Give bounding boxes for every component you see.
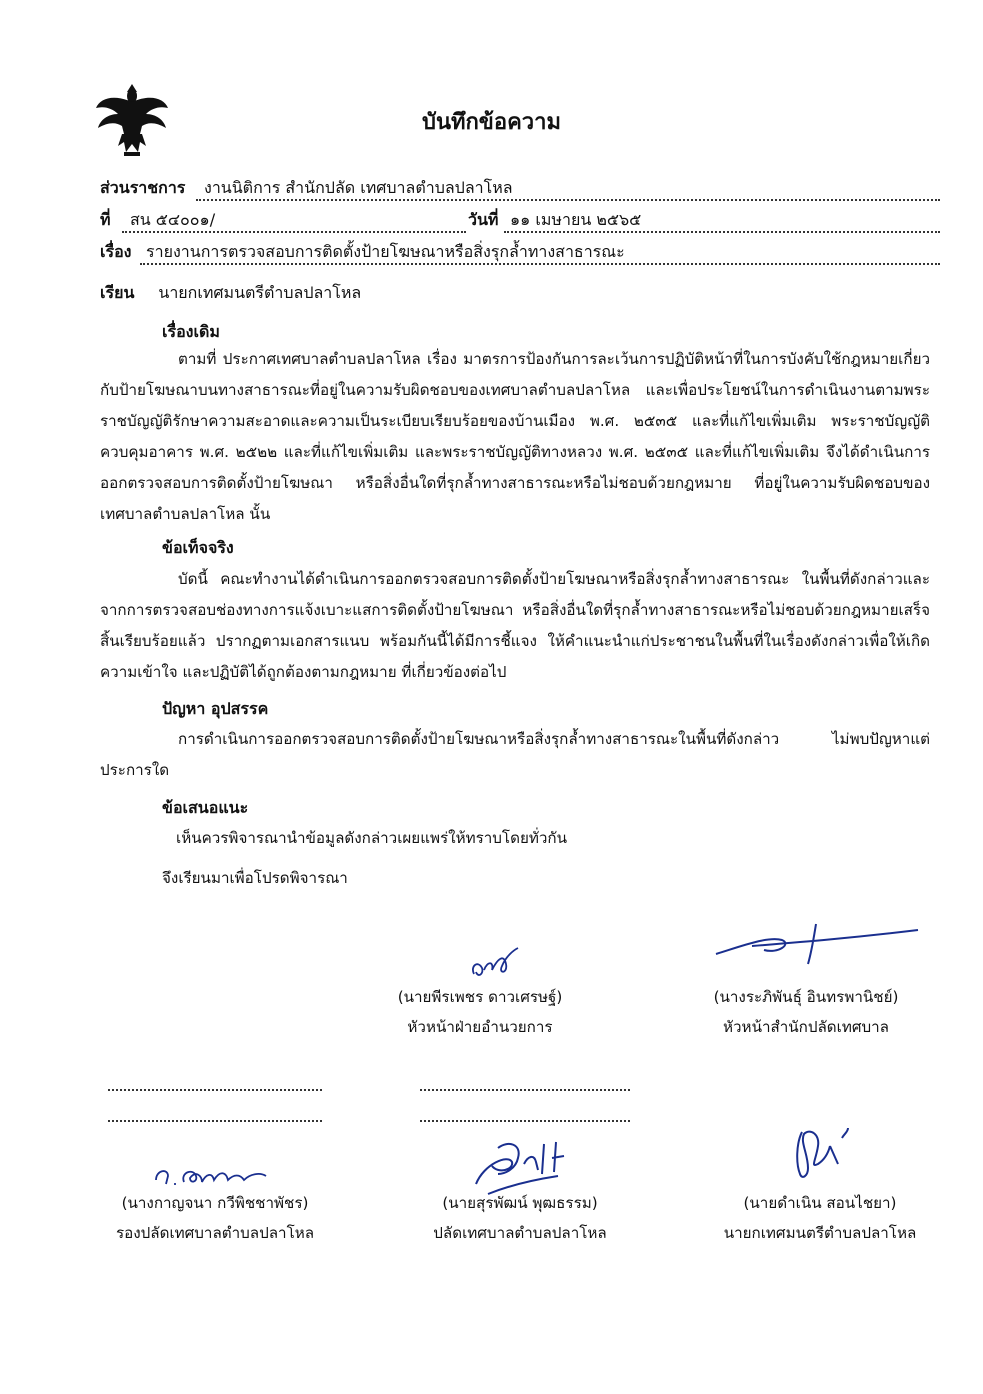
signatory-2-name: (นางระภิพันธุ์ อินทรพานิชย์) — [713, 988, 899, 1006]
signatory-5 — [700, 1188, 940, 1248]
signatory-2-position: หัวหน้าสำนักปลัดเทศบาล — [723, 1018, 889, 1036]
signatory-1-name: (นายพีรเพชร ดาวเศรษฐ์) — [397, 988, 563, 1006]
subject-value: รายงานการตรวจสอบการติดตั้งป้ายโฆษณาหรือสิ่งรุกล้ำทางสาธารณะ — [146, 242, 625, 261]
date-value: ๑๑ เมษายน ๒๕๖๕ — [510, 210, 642, 229]
ref-label: ที่ — [100, 210, 111, 229]
facts-text: บัดนี้ คณะทำงานได้ดำเนินการออกตรวจสอบการติดตั้งป้ายโฆษณาหรือสิ่งรุกล้ำทางสาธารณะ ในพื้นที่ดังกล่าวและจากการตรวจสอบช่องทางการแจ้งเบาะแสการติดตั้งป้ายโฆษณา หรือสิ่งอื่นใดที่รุกล้ำทางสาธารณะหรือไม่ชอบด้วยกฎหมายเสร็จสิ้นเรียบร้อยแล้ว ปรากฏตามเอกสารแนบ พร้อมกันนี้ได้มีการชี้แจง ให้คำแนะนำแก่ประชาชนในพื้นที่ในเรื่องดังกล่าวเพื่อให้เกิดความเข้าใจ และปฏิบัติได้ถูกต้องตามกฎหมาย ที่เกี่ยวข้องต่อไป — [100, 570, 930, 681]
problems-paragraph — [100, 724, 930, 786]
facts-heading: ข้อเท็จจริง — [162, 538, 234, 557]
problems-heading: ปัญหา อุปสรรค — [162, 699, 269, 718]
closing-text: จึงเรียนมาเพื่อโปรดพิจารณา — [162, 869, 348, 887]
page-title: บันทึกข้อความ — [421, 110, 561, 135]
ref-date-row — [100, 208, 940, 238]
blank-dotted-line-4 — [420, 1120, 630, 1122]
signature-mark-3-icon — [150, 1158, 270, 1188]
facts-paragraph — [100, 564, 930, 688]
ref-value: สน ๕๔๐๐๑/ — [130, 210, 216, 229]
blank-dotted-line-2 — [108, 1120, 322, 1122]
signatory-4-name: (นายสุรพัฒน์ พุฒธรรม) — [442, 1194, 598, 1212]
signatory-4 — [400, 1188, 640, 1248]
signature-mark-5-icon — [790, 1124, 850, 1184]
recommendation-text: เห็นควรพิจารณานำข้อมูลดังกล่าวเผยแพร่ให้ทราบโดยทั่วกัน — [176, 829, 567, 847]
signatory-2 — [676, 982, 936, 1042]
blank-dotted-line-3 — [420, 1089, 630, 1091]
addressee-label: เรียน — [100, 283, 135, 302]
subject-row — [100, 240, 940, 270]
background-heading: เรื่องเดิม — [162, 322, 220, 341]
signatory-5-name: (นายดำเนิน สอนไชยา) — [743, 1194, 897, 1212]
signatory-3-name: (นางกาญจนา กวีพิชชาพัชร) — [121, 1194, 309, 1212]
signatory-5-position: นายกเทศมนตรีตำบลปลาโหล — [723, 1224, 917, 1242]
signatory-3-position: รองปลัดเทศบาลตำบลปลาโหล — [115, 1224, 315, 1242]
agency-label: ส่วนราชการ — [100, 178, 186, 197]
date-label: วันที่ — [468, 210, 499, 229]
recommendation-heading: ข้อเสนอแนะ — [162, 798, 249, 817]
blank-dotted-line-1 — [108, 1089, 322, 1091]
subject-label: เรื่อง — [100, 242, 132, 261]
signatory-3 — [90, 1188, 340, 1248]
ref-dotted-line — [122, 231, 466, 233]
addressee — [100, 281, 361, 306]
problems-text: การดำเนินการออกตรวจสอบการติดตั้งป้ายโฆษณาหรือสิ่งรุกล้ำทางสาธารณะในพื้นที่ดังกล่าว ไม่พบปัญหาแต่ประการใด — [100, 730, 930, 779]
agency-row — [100, 176, 940, 206]
addressee-value: นายกเทศมนตรีตำบลปลาโหล — [158, 283, 362, 302]
date-dotted-line — [504, 231, 940, 233]
background-paragraph — [100, 344, 930, 530]
signature-mark-1-icon — [468, 944, 528, 984]
agency-value: งานนิติการ สำนักปลัด เทศบาลตำบลปลาโหล — [204, 178, 513, 197]
agency-dotted-line — [196, 199, 940, 201]
signature-mark-2-icon — [712, 920, 922, 970]
signatory-4-position: ปลัดเทศบาลตำบลปลาโหล — [433, 1224, 607, 1242]
signatory-1 — [360, 982, 600, 1042]
background-text: ตามที่ ประกาศเทศบาลตำบลปลาโหล เรื่อง มาตรการป้องกันการละเว้นการปฏิบัติหน้าที่ในการบังคับใช้กฎหมายเกี่ยวกับป้ายโฆษณาบนทางสาธารณะที่อยู่ในความรับผิดชอบของเทศบาลตำบลปลาโหล และเพื่อประโยชน์ในการดำเนินงานตามพระราชบัญญัติรักษาความสะอาดและความเป็นระเบียบเรียบร้อยของบ้านเมือง พ.ศ. ๒๕๓๕ และที่แก้ไขเพิ่มเติม พระราชบัญญัติควบคุมอาคาร พ.ศ. ๒๕๒๒ และที่แก้ไขเพิ่มเติม และพระราชบัญญัติทางหลวง พ.ศ. ๒๕๓๕ และที่แก้ไขเพิ่มเติม จึงได้ดำเนินการออกตรวจสอบการติดตั้งป้ายโฆษณา หรือสิ่งอื่นใดที่รุกล้ำทางสาธารณะหรือไม่ชอบด้วยกฎหมาย ที่อยู่ในความรับผิดชอบของเทศบาลตำบลปลาโหล นั้น — [100, 350, 930, 523]
subject-dotted-line — [140, 263, 940, 265]
signatory-1-position: หัวหน้าฝ่ายอำนวยการ — [407, 1018, 553, 1036]
